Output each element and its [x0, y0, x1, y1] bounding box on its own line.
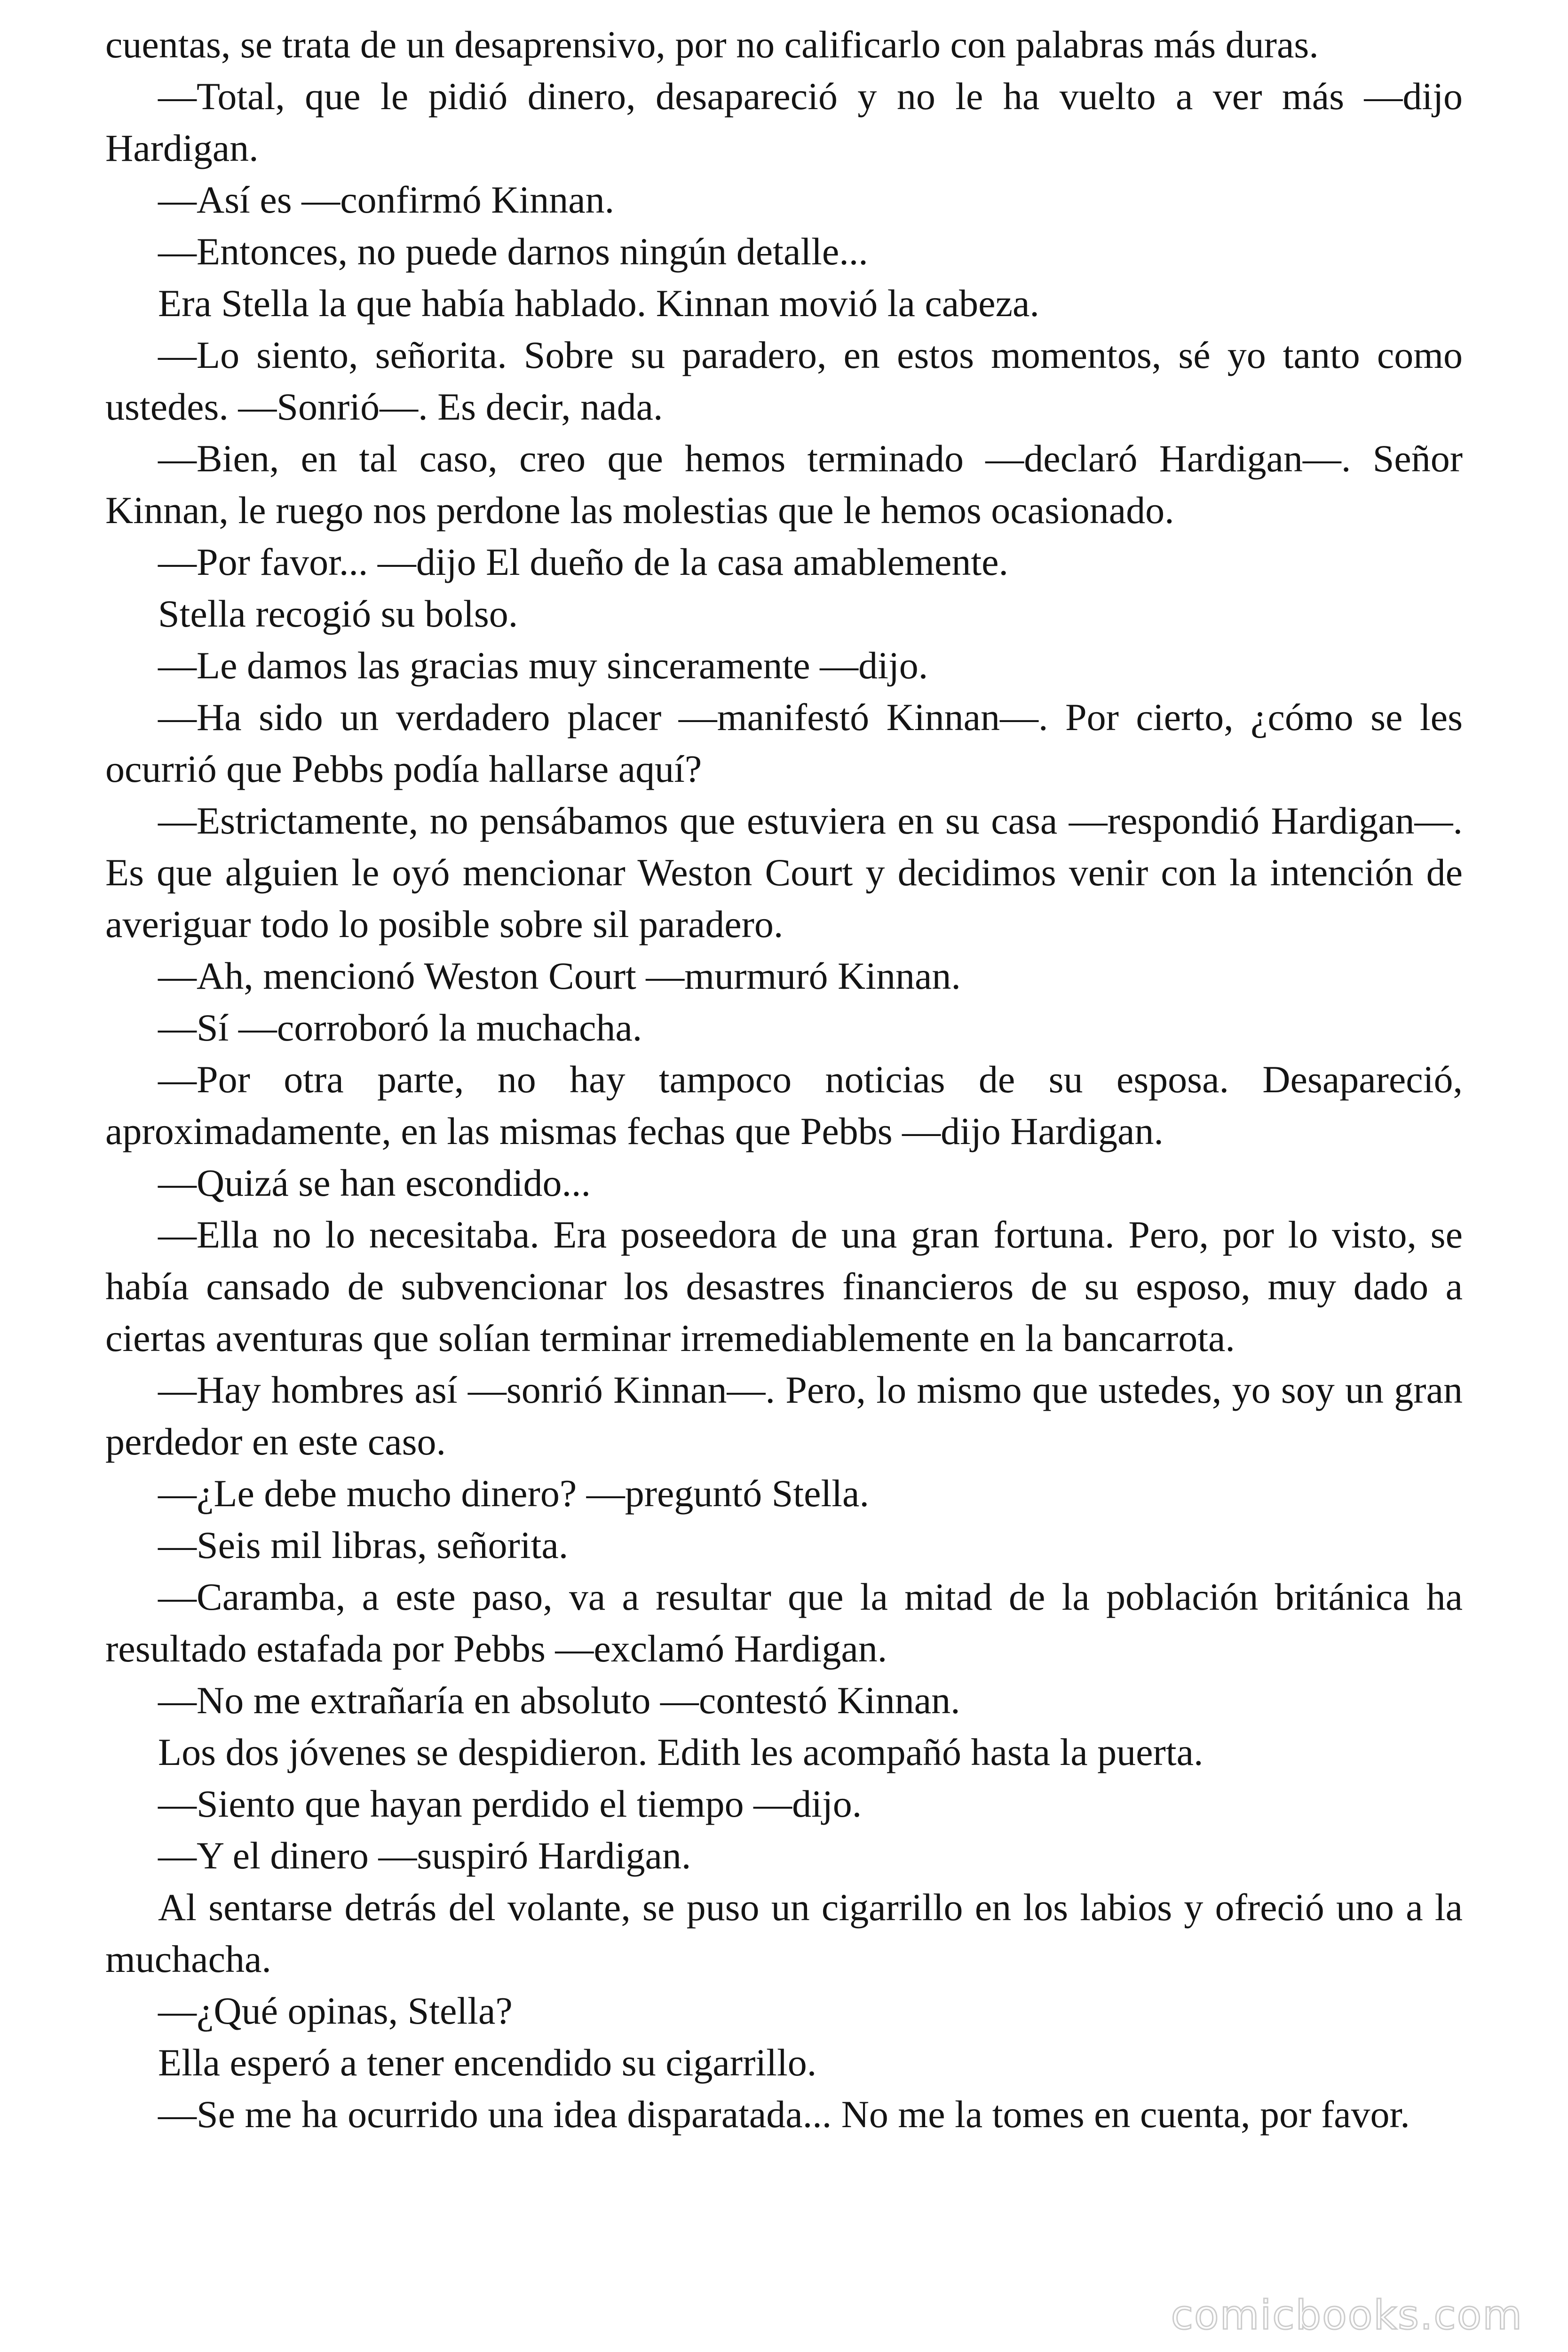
paragraph-11: —Ha sido un verdadero placer —manifestó Kinnan—. Por cierto, ¿cómo se les ocurrió que Pebbs podía hallarse aquí?	[105, 696, 1463, 790]
paragraph-24: —Siento que hayan perdido el tiempo —dijo.	[158, 1782, 862, 1825]
paragraph-15: —Por otra parte, no hay tampoco noticias de su esposa. Desapareció, aproximadamente, en las mismas fechas que Pebbs —dijo Hardigan.	[105, 1058, 1463, 1152]
paragraph-27: —¿Qué opinas, Stella?	[158, 1989, 513, 2032]
paragraph-21: —Caramba, a este paso, va a resultar que la mitad de la población británica ha resultado estafada por Pebbs —exclamó Hardigan.	[105, 1575, 1463, 1670]
paragraph-10: —Le damos las gracias muy sinceramente —dijo.	[158, 644, 928, 687]
paragraph-20: —Seis mil libras, señorita.	[158, 1524, 569, 1566]
document-page	[105, 19, 1463, 2140]
paragraph-28: Ella esperó a tener encendido su cigarrillo.	[158, 2041, 817, 2084]
paragraph-23: Los dos jóvenes se despidieron. Edith les acompañó hasta la puerta.	[158, 1731, 1204, 1773]
paragraph-2: —Total, que le pidió dinero, desapareció y no le ha vuelto a ver más —dijo Hardigan.	[105, 75, 1463, 169]
paragraph-26: Al sentarse detrás del volante, se puso un cigarrillo en los labios y ofreció uno a la muchacha.	[105, 1886, 1463, 1980]
paragraph-17: —Ella no lo necesitaba. Era poseedora de una gran fortuna. Pero, por lo visto, se había cansado de subvencionar los desastres financieros de su esposo, muy dado a ciertas aventuras que solían terminar irremediablemente en la bancarrota.	[105, 1213, 1463, 1359]
paragraph-14: —Sí —corroboró la muchacha.	[158, 1006, 642, 1049]
paragraph-13: —Ah, mencionó Weston Court —murmuró Kinnan.	[158, 954, 961, 997]
paragraph-12: —Estrictamente, no pensábamos que estuviera en su casa —respondió Hardigan—. Es que alguien le oyó mencionar Weston Court y decidimos venir con la intención de averiguar todo lo posible sobre sil paradero.	[105, 799, 1463, 946]
paragraph-18: —Hay hombres así —sonrió Kinnan—. Pero, lo mismo que ustedes, yo soy un gran perdedor en este caso.	[105, 1368, 1463, 1463]
paragraph-16: —Quizá se han escondido...	[158, 1161, 591, 1204]
paragraph-3: —Así es —confirmó Kinnan.	[158, 178, 615, 221]
paragraph-19: —¿Le debe mucho dinero? —preguntó Stella.	[158, 1472, 869, 1515]
paragraph-22: —No me extrañaría en absoluto —contestó Kinnan.	[158, 1679, 960, 1722]
paragraph-7: —Bien, en tal caso, creo que hemos terminado —declaró Hardigan—. Señor Kinnan, le ruego nos perdone las molestias que le hemos ocasionado.	[105, 437, 1463, 532]
paragraph-6: —Lo siento, señorita. Sobre su paradero, en estos momentos, sé yo tanto como ustedes. —Sonrió—. Es decir, nada.	[105, 334, 1463, 428]
paragraph-1: cuentas, se trata de un desaprensivo, por no calificarlo con palabras más duras.	[105, 23, 1319, 66]
paragraph-9: Stella recogió su bolso.	[158, 592, 518, 635]
watermark: comicbooks.com	[1171, 2292, 1523, 2339]
paragraph-8: —Por favor... —dijo El dueño de la casa amablemente.	[158, 540, 1009, 583]
paragraph-25: —Y el dinero —suspiró Hardigan.	[158, 1834, 691, 1877]
paragraph-4: —Entonces, no puede darnos ningún detalle...	[158, 230, 868, 273]
paragraph-29: —Se me ha ocurrido una idea disparatada... No me la tomes en cuenta, por favor.	[158, 2093, 1410, 2136]
paragraph-5: Era Stella la que había hablado. Kinnan movió la cabeza.	[158, 282, 1039, 325]
